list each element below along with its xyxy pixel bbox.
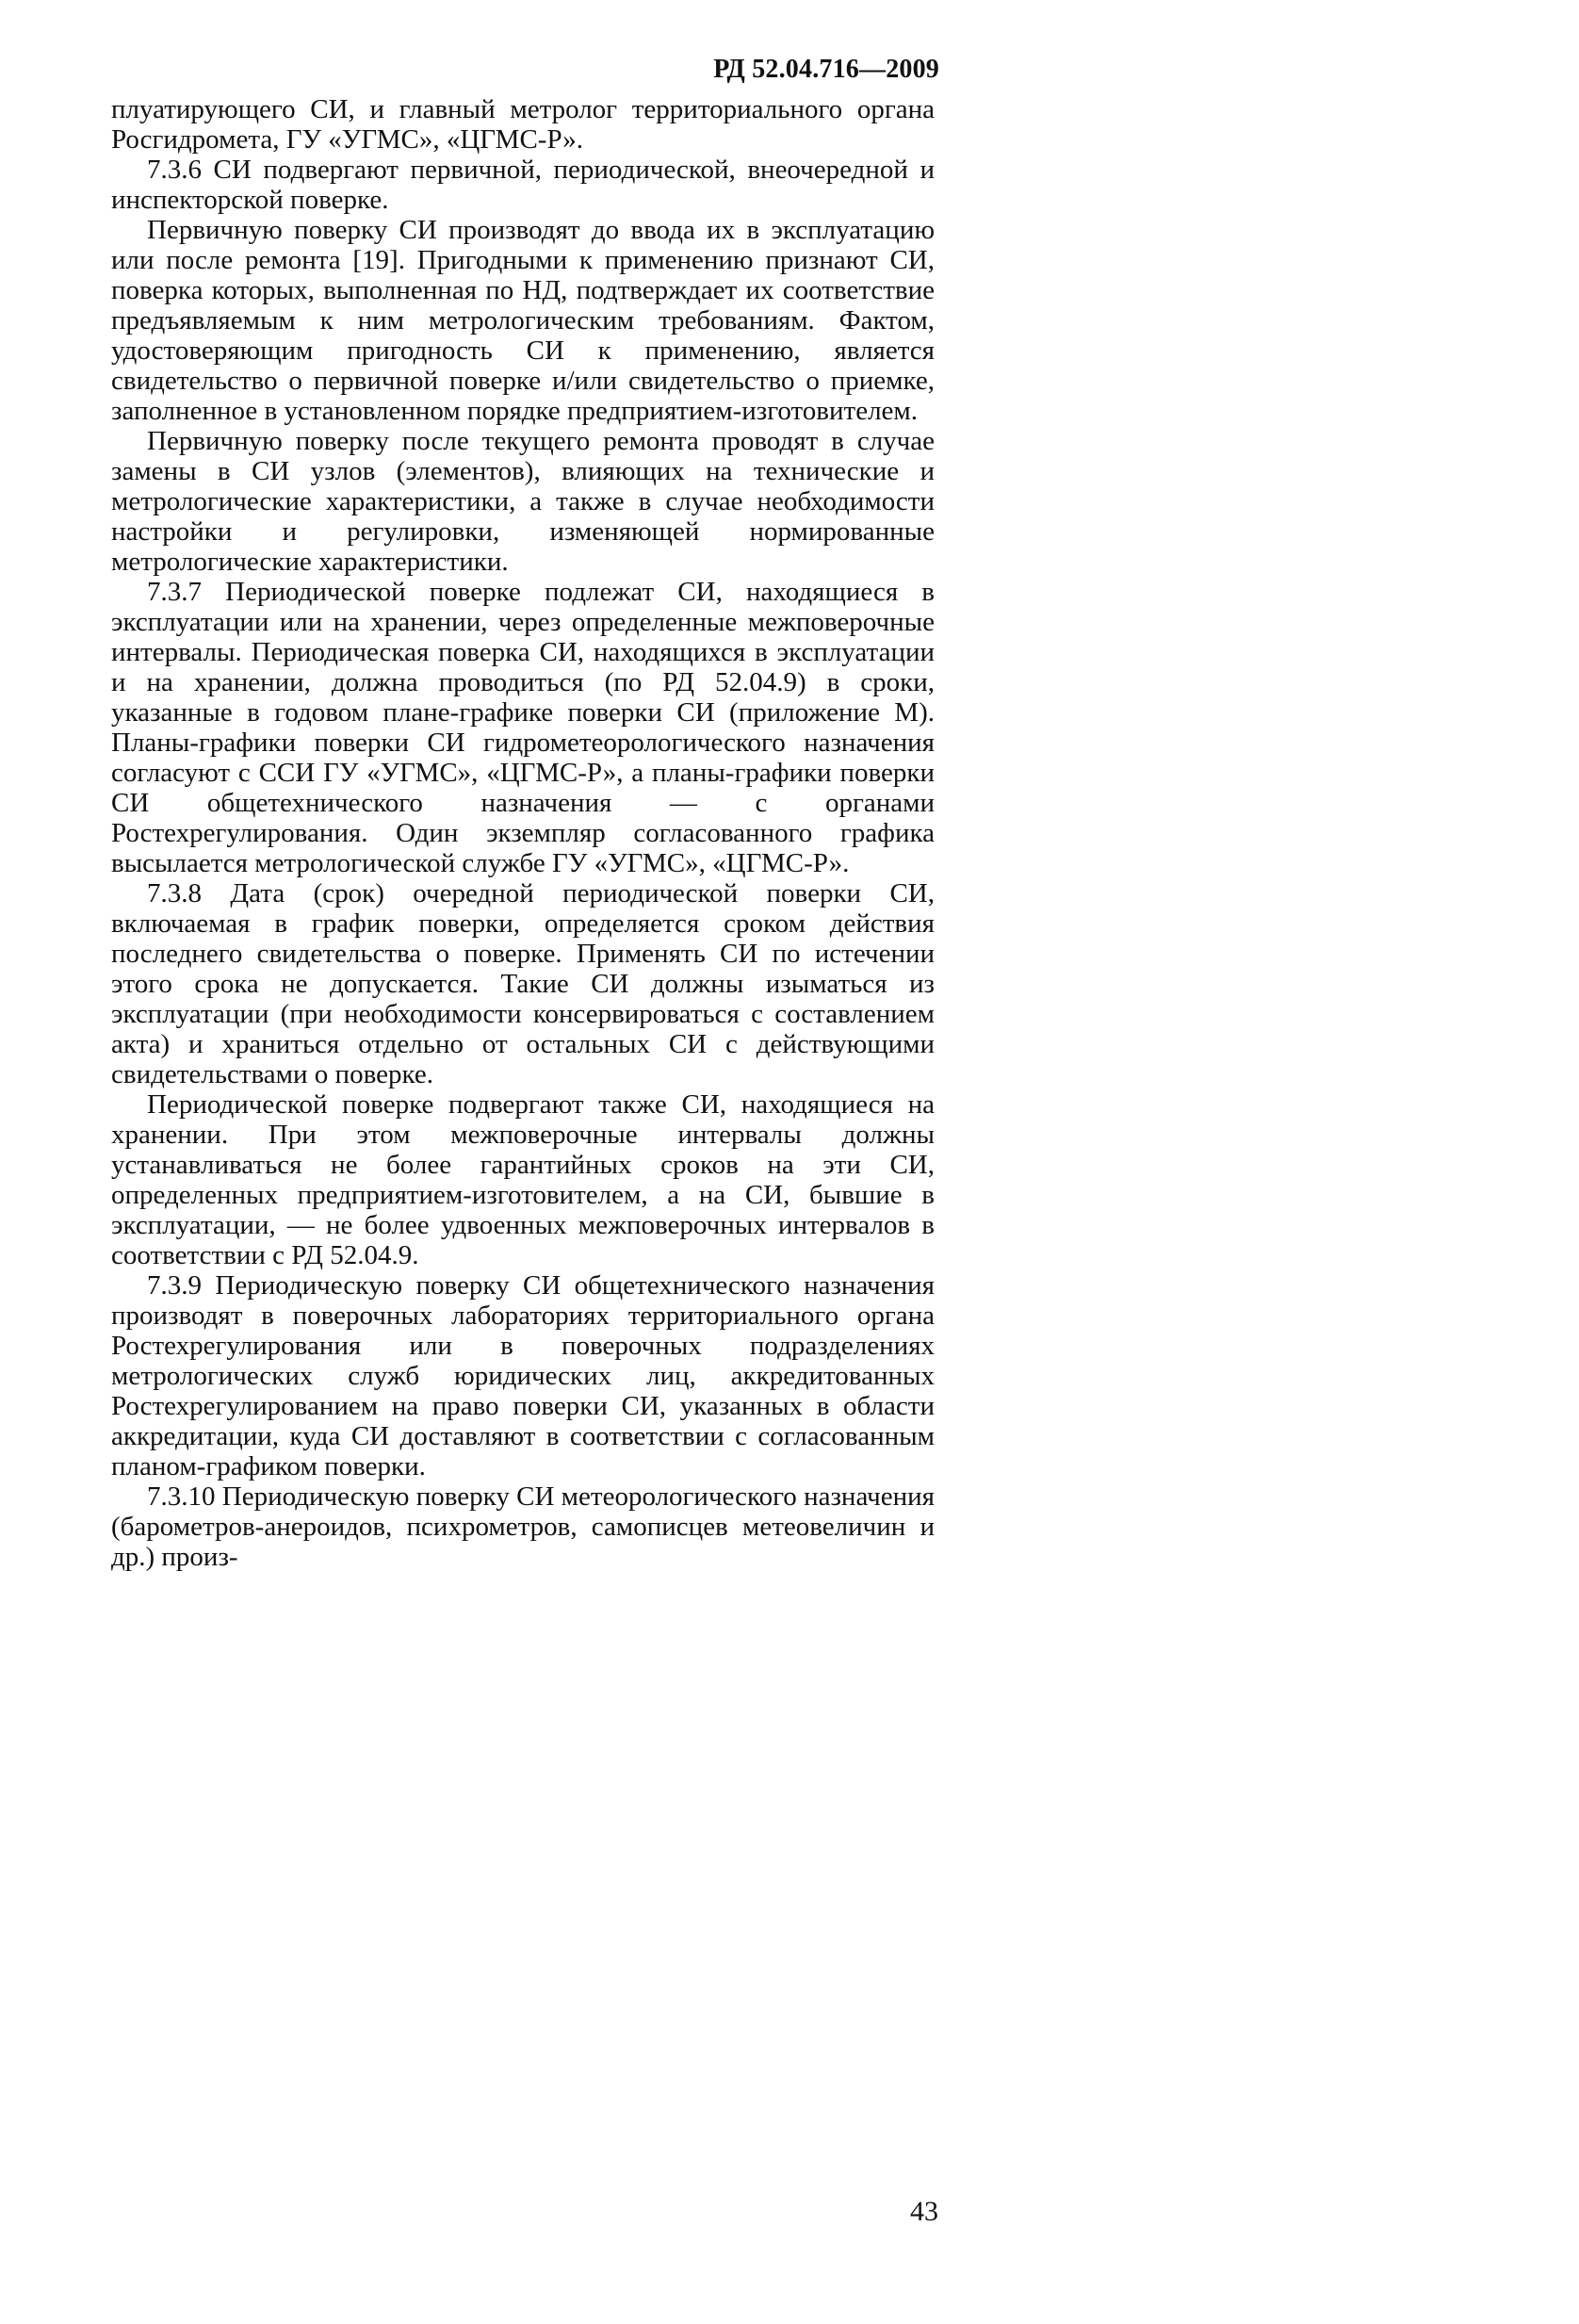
document-body: [111, 94, 935, 1572]
paragraph-storage-verification: Периодической поверке подвергают также СИ, находящиеся на хранении. При этом межповерочные интервалы должны устанавливаться не более гарантийных сроков на эти СИ, определенных предприятием-изготовителем, а на СИ, бывшие в эксплуатации, — не более удвоенных межповерочных интервалов в соответствии с РД 52.04.9.: [111, 1089, 935, 1270]
page-number: 43: [910, 2196, 938, 2227]
paragraph-7-3-10: 7.3.10 Периодическую поверку СИ метеорологического назначения (барометров-анероидов, психрометров, самописцев метеовеличин и др.) произ-: [111, 1481, 935, 1572]
paragraph-continuation: плуатирующего СИ, и главный метролог территориального органа Росгидромета, ГУ «УГМС», «ЦГМС-Р».: [111, 94, 935, 155]
document-code-header: РД 52.04.716—2009: [713, 55, 939, 84]
paragraph-primary-after-repair: Первичную поверку после текущего ремонта проводят в случае замены в СИ узлов (элементов), влияющих на технические и метрологические характеристики, а также в случае необходимости настройки и регулировки, изменяющей нормированные метрологические характеристики.: [111, 426, 935, 577]
paragraph-7-3-7: 7.3.7 Периодической поверке подлежат СИ, находящиеся в эксплуатации или на хранении, через определенные межповерочные интервалы. Периодическая поверка СИ, находящихся в эксплуатации и на хранении, должна проводиться (по РД 52.04.9) в сроки, указанные в годовом плане-графике поверки СИ (приложение М). Планы-графики поверки СИ гидрометеорологического назначения согласуют с ССИ ГУ «УГМС», «ЦГМС-Р», а планы-графики поверки СИ общетехнического назначения — с органами Ростехрегулирования. Один экземпляр согласованного графика высылается метрологической службе ГУ «УГМС», «ЦГМС-Р».: [111, 577, 935, 878]
paragraph-7-3-8: 7.3.8 Дата (срок) очередной периодической поверки СИ, включаемая в график поверки, определяется сроком действия последнего свидетельства о поверке. Применять СИ по истечении этого срока не допускается. Такие СИ должны изыматься из эксплуатации (при необходимости консервироваться с составлением акта) и храниться отдельно от остальных СИ с действующими свидетельствами о поверке.: [111, 878, 935, 1089]
paragraph-primary-verification: Первичную поверку СИ производят до ввода их в эксплуатацию или после ремонта [19]. Пригодными к применению признают СИ, поверка которых, выполненная по НД, подтверждает их соответствие предъявляемым к ним метрологическим требованиям. Фактом, удостоверяющим пригодность СИ к применению, является свидетельство о первичной поверке и/или свидетельство о приемке, заполненное в установленном порядке предприятием-изготовителем.: [111, 215, 935, 426]
paragraph-7-3-9: 7.3.9 Периодическую поверку СИ общетехнического назначения производят в поверочных лабораториях территориального органа Ростехрегулирования или в поверочных подразделениях метрологических служб юридических лиц, аккредитованных Ростехрегулированием на право поверки СИ, указанных в области аккредитации, куда СИ доставляют в соответствии с согласованным планом-графиком поверки.: [111, 1270, 935, 1481]
paragraph-7-3-6: 7.3.6 СИ подвергают первичной, периодической, внеочередной и инспекторской поверке.: [111, 155, 935, 215]
